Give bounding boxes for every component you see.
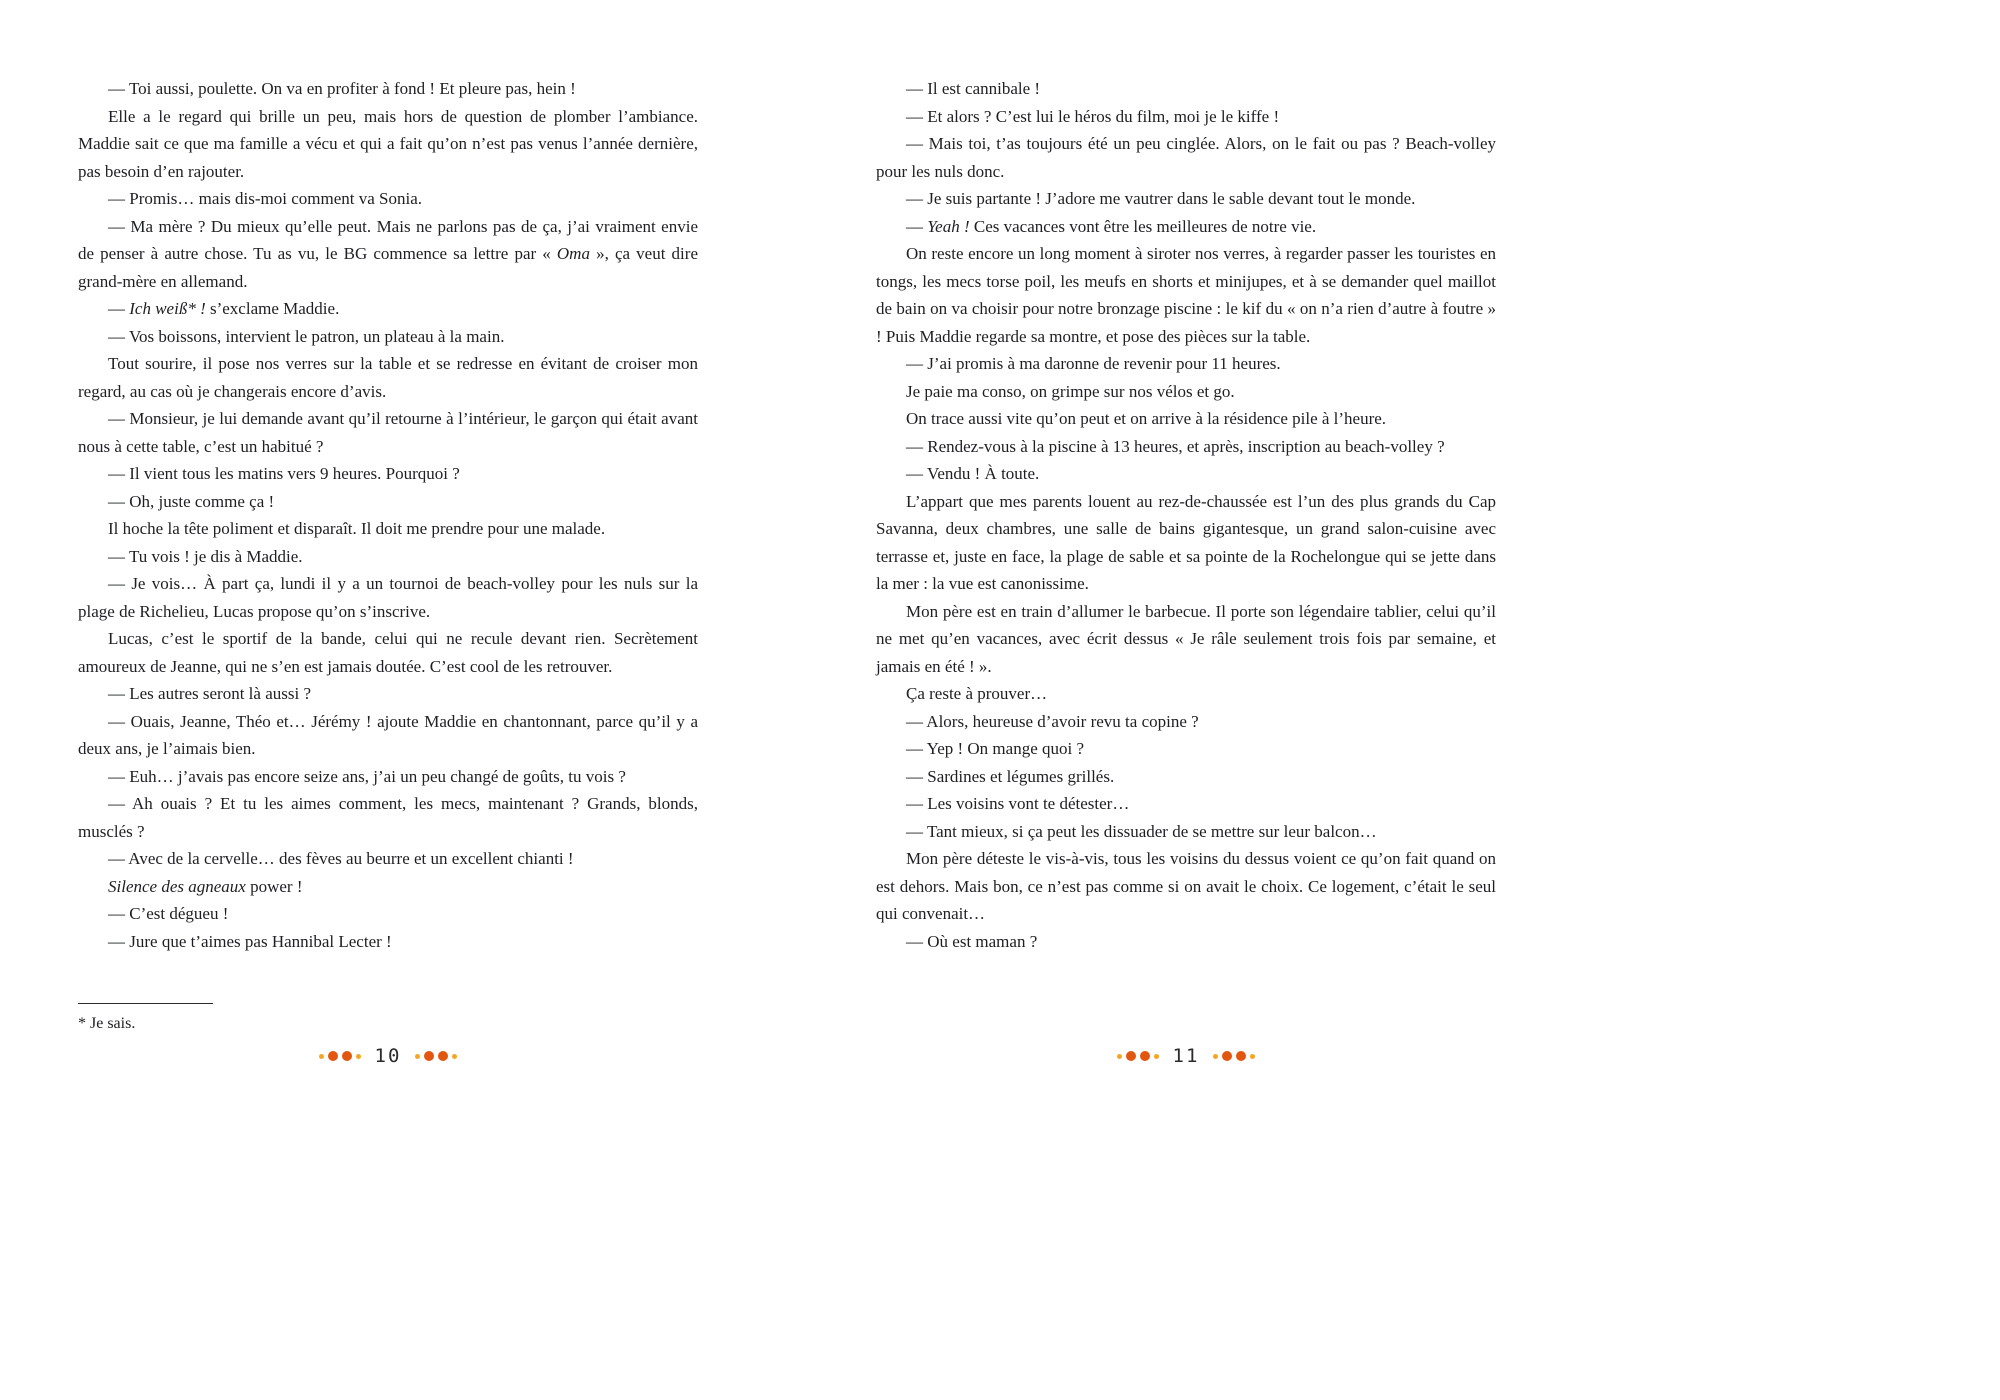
paragraph bbox=[78, 790, 698, 845]
paragraph bbox=[876, 130, 1496, 185]
paragraph bbox=[78, 75, 698, 103]
page-text bbox=[78, 75, 698, 955]
ornament-dot bbox=[356, 1054, 361, 1059]
paragraph bbox=[876, 928, 1496, 956]
text-segment: Ça reste à prouver… bbox=[906, 684, 1048, 703]
ornament-dot bbox=[1117, 1054, 1122, 1059]
text-segment: — Il est cannibale ! bbox=[906, 79, 1041, 98]
footnote-text: * Je sais. bbox=[78, 1015, 136, 1032]
paragraph bbox=[78, 185, 698, 213]
text-segment: — Jure que t’aimes pas Hannibal Lecter ! bbox=[108, 931, 392, 951]
text-segment: — Sardines et légumes grillés. bbox=[906, 766, 1115, 786]
text-segment: Silence des agneaux bbox=[108, 876, 246, 896]
text-segment: — Oh, juste comme ça ! bbox=[108, 491, 275, 511]
text-segment: Mon père est en train d’allumer le barbecue. Il porte son légendaire tablier, celui qu’il ne met qu’en vacances, avec écrit dessus « Je râle seulement trois fois par semaine, et jamais en été ! ». bbox=[876, 601, 1496, 676]
text-segment: — Il vient tous les matins vers 9 heures. Pourquoi ? bbox=[108, 464, 460, 483]
ornament-dot bbox=[328, 1051, 338, 1061]
text-segment: Mon père déteste le vis-à-vis, tous les voisins du dessus voient ce qu’on fait quand on est dehors. Mais bon, ce n’est pas comme si on avait le choix. Ce logement, c’était le seul qui convenait… bbox=[876, 849, 1496, 923]
paragraph bbox=[876, 790, 1496, 818]
text-segment: — Je vois… À part ça, lundi il y a un tournoi de beach-volley pour les nuls sur la plage de Richelieu, Lucas propose qu’on s’inscrive. bbox=[78, 574, 698, 621]
page-number: 10 bbox=[374, 1045, 402, 1067]
ornament-dot bbox=[1154, 1054, 1159, 1059]
paragraph bbox=[78, 570, 698, 625]
text-segment: — Mais toi, t’as toujours été un peu cinglée. Alors, on le fait ou pas ? Beach-volley pour les nuls donc. bbox=[876, 134, 1496, 181]
paragraph bbox=[876, 350, 1496, 378]
page-footer bbox=[876, 1045, 1496, 1067]
ornament-dot bbox=[1250, 1054, 1255, 1059]
footer-ornament bbox=[319, 1051, 361, 1061]
ornament-dot bbox=[452, 1054, 457, 1059]
page-text bbox=[876, 75, 1496, 955]
text-segment: — Je suis partante ! J’adore me vautrer dans le sable devant tout le monde. bbox=[906, 189, 1416, 208]
text-segment: Yeah ! bbox=[927, 216, 970, 236]
text-segment: — Tant mieux, si ça peut les dissuader de se mettre sur leur balcon… bbox=[906, 821, 1377, 841]
text-segment: — Ouais, Jeanne, Théo et… Jérémy ! ajoute Maddie en chantonnant, parce qu’il y a deux ans, je l’aimais bien. bbox=[78, 711, 698, 758]
paragraph bbox=[876, 763, 1496, 791]
paragraph bbox=[78, 103, 698, 186]
text-segment: », ça veut dire grand-mère en allemand. bbox=[78, 244, 698, 291]
text-segment: Ich weiß* ! bbox=[129, 299, 206, 318]
text-segment: power ! bbox=[245, 876, 303, 896]
text-segment: — Vendu ! À toute. bbox=[906, 464, 1040, 483]
footer-ornament bbox=[1213, 1051, 1255, 1061]
paragraph bbox=[876, 75, 1496, 103]
ornament-dot bbox=[438, 1051, 448, 1061]
text-segment: — Les autres seront là aussi ? bbox=[108, 684, 311, 703]
text-segment: L’appart que mes parents louent au rez-de-chaussée est l’un des plus grands du Cap Savanna, deux chambres, une salle de bains gigantesque, un grand salon-cuisine avec terrasse et, juste en face, la plage de sable et sa pointe de la Rochelongue qui se jette dans la mer : la vue est canonissime. bbox=[876, 491, 1496, 593]
paragraph bbox=[876, 240, 1496, 350]
paragraph bbox=[78, 763, 698, 791]
paragraph bbox=[78, 900, 698, 928]
ornament-dot bbox=[1213, 1054, 1218, 1059]
text-segment: — Les voisins vont te détester… bbox=[906, 794, 1130, 813]
text-segment: — bbox=[108, 299, 130, 318]
footnote bbox=[78, 1003, 698, 1035]
paragraph bbox=[876, 845, 1496, 928]
paragraph bbox=[876, 433, 1496, 461]
footer-ornament bbox=[1117, 1051, 1159, 1061]
paragraph bbox=[876, 378, 1496, 406]
text-segment: — Avec de la cervelle… des fèves au beurre et un excellent chianti ! bbox=[108, 849, 574, 868]
paragraph bbox=[78, 323, 698, 351]
ornament-dot bbox=[342, 1051, 352, 1061]
paragraph bbox=[876, 735, 1496, 763]
text-segment: — Toi aussi, poulette. On va en profiter à fond ! Et pleure pas, hein ! bbox=[108, 79, 576, 98]
paragraph bbox=[78, 873, 698, 901]
text-segment: — Yep ! On mange quoi ? bbox=[906, 739, 1085, 758]
text-segment: Elle a le regard qui brille un peu, mais hors de question de plomber l’ambiance. Maddie sait ce que ma famille a vécu et qui a fait qu’on n’est pas venus l’année dernière, pas besoin d’en rajouter. bbox=[78, 106, 698, 181]
page-right bbox=[876, 75, 1496, 1385]
text-segment: — Rendez-vous à la piscine à 13 heures, et après, inscription au beach-volley ? bbox=[906, 436, 1445, 456]
page-footer bbox=[78, 1045, 698, 1067]
text-segment: Oma bbox=[556, 244, 590, 263]
paragraph bbox=[78, 845, 698, 873]
paragraph bbox=[876, 598, 1496, 681]
page-left bbox=[78, 75, 698, 1385]
text-segment: Je paie ma conso, on grimpe sur nos vélos et go. bbox=[906, 381, 1235, 401]
text-segment: — Où est maman ? bbox=[906, 931, 1038, 951]
paragraph bbox=[78, 213, 698, 296]
paragraph bbox=[78, 680, 698, 708]
text-segment: — bbox=[906, 216, 928, 236]
text-segment: — Ma mère ? Du mieux qu’elle peut. Mais ne parlons pas de ça, j’ai vraiment envie de penser à autre chose. Tu as vu, le BG commence sa lettre par « bbox=[78, 216, 698, 263]
ornament-dot bbox=[1222, 1051, 1232, 1061]
text-segment: — Vos boissons, intervient le patron, un plateau à la main. bbox=[108, 326, 505, 346]
paragraph bbox=[876, 680, 1496, 708]
text-segment: On trace aussi vite qu’on peut et on arrive à la résidence pile à l’heure. bbox=[906, 409, 1387, 428]
text-segment: On reste encore un long moment à siroter nos verres, à regarder passer les touristes en tongs, les mecs torse poil, les meufs en shorts et minijupes, et à se demander quel maillot de bain on va choisir pour notre bronzage piscine : le kif du « on n’a rien d’autre à foutre » ! Puis Maddie regarde sa montre, et pose des pièces sur la table. bbox=[876, 244, 1496, 346]
text-segment: Il hoche la tête poliment et disparaît. Il doit me prendre pour une malade. bbox=[108, 519, 606, 538]
paragraph bbox=[78, 625, 698, 680]
text-segment: Lucas, c’est le sportif de la bande, celui qui ne recule devant rien. Secrètement amoureux de Jeanne, qui ne s’en est jamais doutée. C’est cool de les retrouver. bbox=[78, 629, 698, 676]
paragraph bbox=[78, 708, 698, 763]
text-segment: — Promis… mais dis-moi comment va Sonia. bbox=[108, 189, 423, 208]
paragraph bbox=[876, 488, 1496, 598]
text-segment: Ces vacances vont être les meilleures de notre vie. bbox=[969, 216, 1317, 236]
ornament-dot bbox=[415, 1054, 420, 1059]
paragraph bbox=[876, 460, 1496, 488]
paragraph bbox=[876, 103, 1496, 131]
ornament-dot bbox=[1126, 1051, 1136, 1061]
text-segment: — Et alors ? C’est lui le héros du film, moi je le kiffe ! bbox=[906, 106, 1280, 126]
text-segment: — J’ai promis à ma daronne de revenir pour 11 heures. bbox=[906, 354, 1281, 373]
paragraph bbox=[78, 543, 698, 571]
page-number: 11 bbox=[1172, 1045, 1200, 1067]
ornament-dot bbox=[1140, 1051, 1150, 1061]
paragraph bbox=[78, 295, 698, 323]
text-segment: — Tu vois ! je dis à Maddie. bbox=[108, 546, 303, 566]
ornament-dot bbox=[424, 1051, 434, 1061]
text-segment: — Ah ouais ? Et tu les aimes comment, les mecs, maintenant ? Grands, blonds, musclés ? bbox=[78, 794, 698, 841]
paragraph bbox=[876, 818, 1496, 846]
footnote-rule bbox=[78, 1003, 213, 1004]
paragraph bbox=[78, 350, 698, 405]
footer-ornament bbox=[415, 1051, 457, 1061]
paragraph bbox=[876, 708, 1496, 736]
text-segment: s’exclame Maddie. bbox=[205, 299, 340, 318]
ornament-dot bbox=[319, 1054, 324, 1059]
text-segment: — C’est dégueu ! bbox=[108, 904, 229, 923]
paragraph bbox=[876, 213, 1496, 241]
text-segment: — Euh… j’avais pas encore seize ans, j’ai un peu changé de goûts, tu vois ? bbox=[108, 766, 626, 786]
paragraph bbox=[876, 405, 1496, 433]
paragraph bbox=[78, 405, 698, 460]
text-segment: — Alors, heureuse d’avoir revu ta copine ? bbox=[906, 711, 1199, 731]
paragraph bbox=[876, 185, 1496, 213]
paragraph bbox=[78, 515, 698, 543]
text-segment: Tout sourire, il pose nos verres sur la table et se redresse en évitant de croiser mon regard, au cas où je changerais encore d’avis. bbox=[78, 354, 698, 401]
paragraph bbox=[78, 488, 698, 516]
paragraph bbox=[78, 928, 698, 956]
ornament-dot bbox=[1236, 1051, 1246, 1061]
text-segment: — Monsieur, je lui demande avant qu’il retourne à l’intérieur, le garçon qui était avant nous à cette table, c’est un habitué ? bbox=[78, 409, 698, 456]
paragraph bbox=[78, 460, 698, 488]
